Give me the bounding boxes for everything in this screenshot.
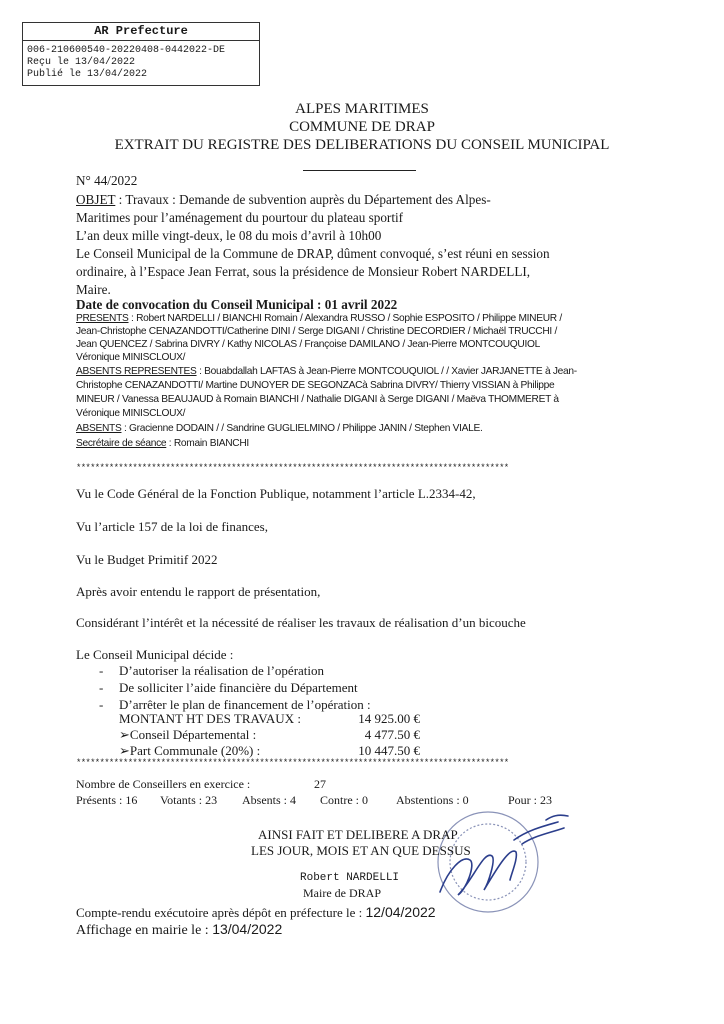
decision-intro: Le Conseil Municipal décide : <box>76 647 234 662</box>
represented-text-1: : Bouabdallah LAFTAS à Jean-Pierre MONTCOUQUIOL / / Xavier JARJANETTE à Jean- <box>196 366 577 377</box>
objet-line-2: Maritimes pour l’aménagement du pourtour du plateau sportif <box>76 210 404 225</box>
objet-label: OBJET <box>76 192 116 207</box>
posting-date: 13/04/2022 <box>212 921 283 937</box>
financing-department-value: 4 477.50 € <box>364 727 420 742</box>
financing-total-value: 14 925.00 € <box>358 711 420 726</box>
stamp-published-date: Publié le 13/04/2022 <box>27 69 148 80</box>
represented-line-4: Véronique MINISCLOUX/ <box>76 408 186 419</box>
executory-date: 12/04/2022 <box>365 904 436 920</box>
consideration-code: Vu le Code Général de la Fonction Publique, notamment l’article L.2334-42, <box>76 486 476 501</box>
stamp-reference: 006-210600540-20220408-0442022-DE <box>27 45 226 56</box>
signature-seal-graphic <box>418 800 578 920</box>
executory-line <box>76 904 436 921</box>
signatory-role: Maire de DRAP <box>303 886 381 900</box>
separator-stars-top: ******************************************************************************************** <box>76 463 509 473</box>
signature-stroke-flourish <box>514 815 568 844</box>
decision-bullet-3: - <box>99 697 104 712</box>
presents-text-1: : Robert NARDELLI / BIANCHI Romain / Alexandra RUSSO / Sophie ESPOSITO / Philippe MINEUR / <box>128 313 562 324</box>
department-heading: ALPES MARITIMES <box>295 101 429 117</box>
represented-label: ABSENTS REPRESENTES <box>76 366 197 377</box>
separator-stars-bottom: ******************************************************************************************** <box>76 758 509 768</box>
financing-commune-value: 10 447.50 € <box>358 743 420 758</box>
consideration-interest: Considérant l’intérêt et la nécessité de réaliser les travaux de réalisation d’un bicouche <box>76 615 526 630</box>
votes-pour: Pour : 23 <box>508 793 553 807</box>
votes-abstentions: Abstentions : 0 <box>396 793 469 807</box>
absents-label: ABSENTS <box>76 423 122 434</box>
deliberation-number: N° 44/2022 <box>76 173 138 188</box>
absents-text: : Gracienne DODAIN / / Sandrine GUGLIELMINO / Philippe JANIN / Stephen VIALE. <box>121 423 483 434</box>
prefecture-stamp <box>22 22 260 86</box>
represented-line-2: Christophe CENAZANDOTTI/ Martine DUNOYER DE SEGONZACà Sabrina DIVRY/ Thierry VISSIAN à Philippe <box>76 380 555 391</box>
signatory-name: Robert NARDELLI <box>300 872 400 884</box>
votes-contre: Contre : 0 <box>320 793 368 807</box>
session-date: L’an deux mille vingt-deux, le 08 du mois d’avril à 10h00 <box>76 228 382 243</box>
presents-label: PRESENTS <box>76 313 129 324</box>
closing-line-1: AINSI FAIT ET DELIBERE A DRAP <box>258 827 458 842</box>
convocation-date: Date de convocation du Conseil Municipal : 01 avril 2022 <box>76 297 398 312</box>
counsellors-value: 27 <box>314 777 326 791</box>
decision-item-1: D’autoriser la réalisation de l’opération <box>119 663 325 678</box>
secretary-label: Secrétaire de séance <box>76 438 167 449</box>
posting-line <box>76 921 282 939</box>
objet-line-1 <box>76 192 491 208</box>
votes-absents: Absents : 4 <box>242 793 296 807</box>
register-heading: EXTRAIT DU REGISTRE DES DELIBERATIONS DU CONSEIL MUNICIPAL <box>114 137 610 153</box>
decision-bullet-2: - <box>99 680 104 695</box>
presents-line-1 <box>76 313 562 324</box>
intro-line-1: Le Conseil Municipal de la Commune de DRAP, dûment convoqué, s’est réuni en session <box>76 246 550 261</box>
financing-department-label: ➢Conseil Départemental : <box>119 727 257 742</box>
financing-total-label: MONTANT HT DES TRAVAUX : <box>119 711 301 726</box>
decision-item-2: De solliciter l’aide financière du Département <box>119 680 358 695</box>
presents-line-2: Jean-Christophe CENAZANDOTTI/Catherine DINI / Serge DIGANI / Christine DECORDIER / Michaël TRUCCHI / <box>76 326 558 337</box>
posting-label: Affichage en mairie le : <box>76 923 209 938</box>
secretary-line <box>76 438 249 449</box>
consideration-report: Après avoir entendu le rapport de présentation, <box>76 584 321 599</box>
decision-bullet-1: - <box>99 663 104 678</box>
financing-commune-label: ➢Part Communale (20%) : <box>119 743 261 758</box>
executory-label: Compte-rendu exécutoire après dépôt en préfecture le : <box>76 905 363 920</box>
represented-line-3: MINEUR / Vanessa BEAUJAUD à Romain BIANCHI / Nathalie DIGANI à Serge DIGANI / Maëva THOMMERET à <box>76 394 559 405</box>
intro-line-3: Maire. <box>76 282 111 297</box>
votes-votants: Votants : 23 <box>160 793 218 807</box>
consideration-finance-law: Vu l’article 157 de la loi de finances, <box>76 519 268 534</box>
represented-line-1 <box>76 366 577 377</box>
presents-line-3: Jean QUENCEZ / Sabrina DIVRY / Kathy NICOLAS / Françoise DAMILANO / Jean-Pierre MONTCOUQUIOL <box>76 339 541 350</box>
stamp-received-date: Reçu le 13/04/2022 <box>27 57 136 68</box>
objet-text-1: : Travaux : Demande de subvention auprès du Département des Alpes- <box>115 192 491 207</box>
counsellors-label: Nombre de Conseillers en exercice : <box>76 777 251 791</box>
closing-line-2: LES JOUR, MOIS ET AN QUE DESSUS <box>251 843 471 858</box>
decision-item-3: D’arrêter le plan de financement de l’opération : <box>119 697 371 712</box>
consideration-budget: Vu le Budget Primitif 2022 <box>76 552 218 567</box>
intro-line-2: ordinaire, à l’Espace Jean Ferrat, sous la présidence de Monsieur Robert NARDELLI, <box>76 264 531 279</box>
stamp-title: AR Prefecture <box>23 23 259 41</box>
header-divider <box>303 170 416 171</box>
absents-line <box>76 423 483 434</box>
secretary-text: : Romain BIANCHI <box>166 438 249 449</box>
presents-line-4: Véronique MINISCLOUX/ <box>76 352 186 363</box>
commune-heading: COMMUNE DE DRAP <box>289 119 435 135</box>
votes-presents: Présents : 16 <box>76 793 138 807</box>
